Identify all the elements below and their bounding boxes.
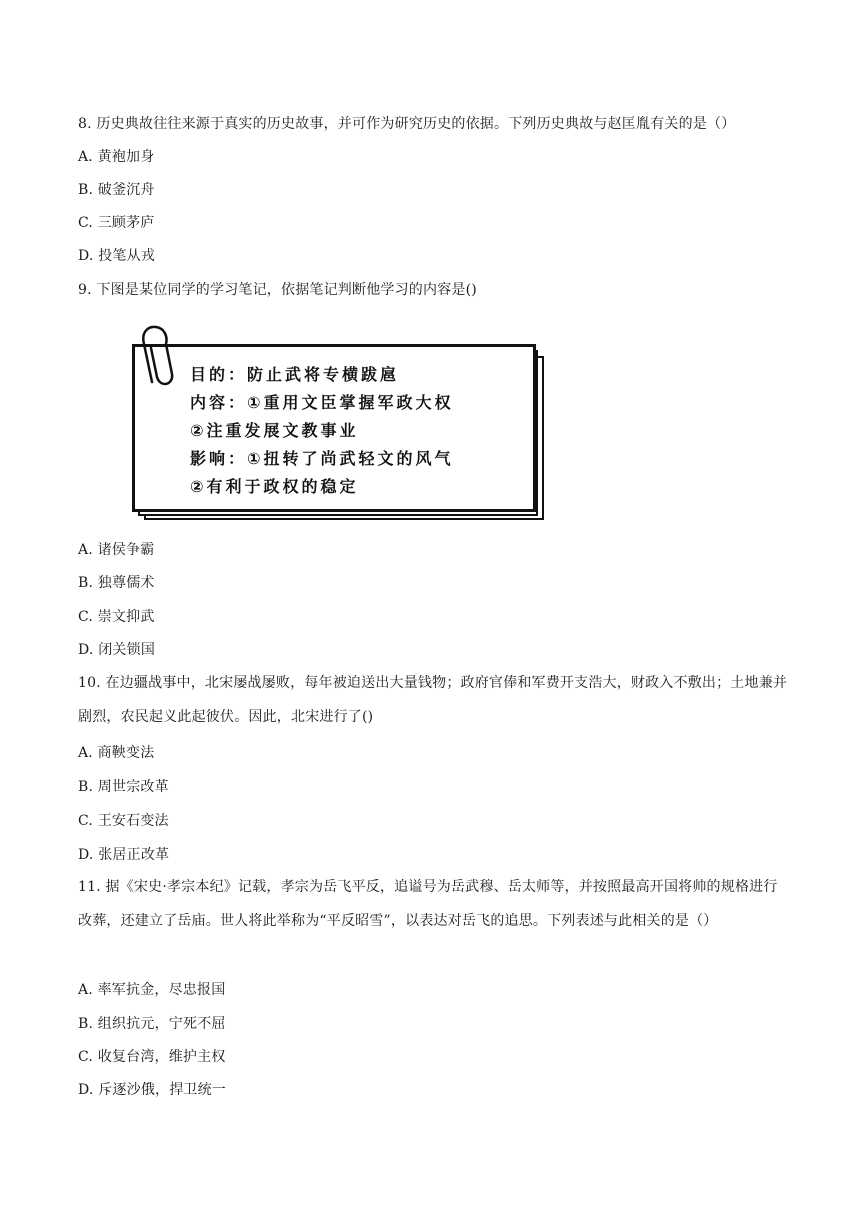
question-10-option-a: A. 商鞅变法: [78, 745, 155, 761]
question-8-stem: 8. 历史典故往往来源于真实的历史故事，并可作为研究历史的依据。下列历史典故与赵匡胤有关的是（）: [78, 116, 736, 132]
question-8-option-a: A. 黄袍加身: [78, 149, 155, 165]
note-line-purpose: 目的：防止武将专横跋扈: [190, 365, 400, 384]
question-8-option-c: C. 三顾茅庐: [78, 215, 155, 231]
question-9-stem: 9. 下图是某位同学的学习笔记，依据笔记判断他学习的内容是(): [78, 282, 477, 298]
question-9-option-a: A. 诸侯争霸: [78, 542, 155, 558]
question-9-option-b: B. 独尊儒术: [78, 575, 155, 591]
question-8-option-d: D. 投笔从戎: [78, 248, 156, 264]
question-8-option-b: B. 破釜沉舟: [78, 182, 155, 198]
question-11-stem: 11. 据《宋史·孝宗本纪》记载，孝宗为岳飞平反，追谥号为岳武穆、岳太师等，并按照最高开国将帅的规格进行改葬，还建立了岳庙。世人将此举称为“平反昭雪”，以表达对岳飞的追思。下列表述与此相关的是（）: [78, 879, 778, 929]
question-11-option-c: C. 收复台湾，维护主权: [78, 1049, 226, 1065]
note-line-content-2: ②注重发展文教事业: [190, 421, 359, 440]
question-10-option-d: D. 张居正改革: [78, 847, 170, 863]
note-line-impact-1: 影响：①扭转了尚武轻文的风气: [190, 449, 454, 468]
question-9-option-d: D. 闭关锁国: [78, 642, 156, 658]
question-9-option-c: C. 崇文抑武: [78, 609, 155, 625]
note-line-impact-2: ②有利于政权的稳定: [190, 477, 359, 496]
question-11-option-d: D. 斥逐沙俄，捍卫统一: [78, 1082, 227, 1098]
study-note-figure: [128, 322, 548, 522]
paperclip-icon: [138, 324, 178, 388]
question-10-stem: 10. 在边疆战事中，北宋屡战屡败，每年被迫送出大量钱物；政府官俸和军费开支浩大，财政入不敷出；土地兼并剧烈，农民起义此起彼伏。因此，北宋进行了(): [78, 675, 788, 725]
question-11-option-a: A. 率军抗金，尽忠报国: [78, 982, 226, 998]
question-10-option-b: B. 周世宗改革: [78, 779, 169, 795]
note-line-content-1: 内容：①重用文臣掌握军政大权: [190, 393, 454, 412]
question-10-option-c: C. 王安石变法: [78, 813, 169, 829]
question-11-option-b: B. 组织抗元，宁死不屈: [78, 1016, 226, 1032]
